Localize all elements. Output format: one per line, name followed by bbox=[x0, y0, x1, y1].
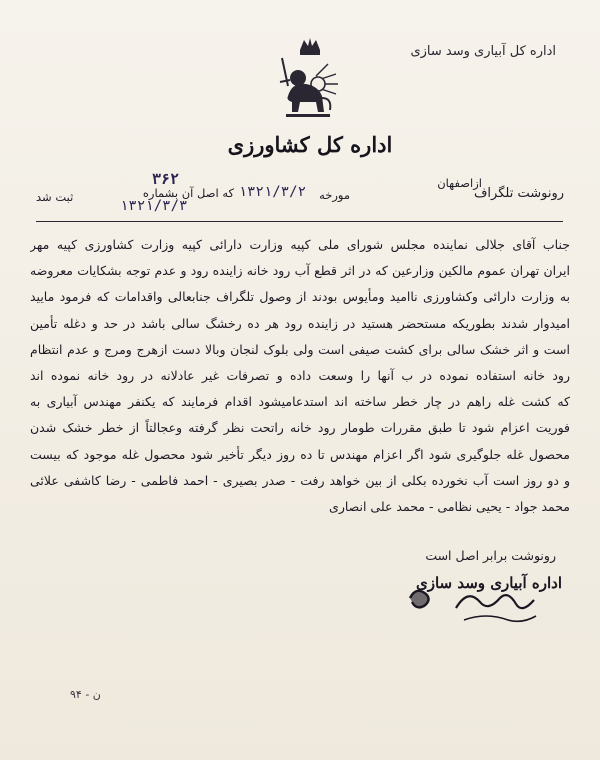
body-line: ایران تهران عموم مالکین وزارعین که در اثر قطع آب رود خانه زاینده رود و عدم توجه بشکایات معروضه bbox=[30, 263, 570, 279]
certified-copy-note: رونوشت برابر اصل است bbox=[425, 548, 556, 563]
body-line: و دو روز است آب نخورده بکلی از بین خواهد رفت - صدر بصیری - احمد فاطمی - رضا کاشفی علائی bbox=[30, 472, 570, 488]
lion-and-sun-emblem-icon bbox=[278, 36, 342, 124]
page-title: اداره کل کشاورزی bbox=[227, 132, 393, 157]
registered-label: ثبت شد bbox=[36, 190, 74, 204]
page-code: ن - ۹۴ bbox=[70, 688, 101, 701]
body-line: جناب آقای جلالی نماینده مجلس شورای ملی کپیه وزارت دارائی کپیه وزارت کشاورزی کپیه مهر bbox=[30, 237, 570, 252]
issuing-office-label: اداره کل آبیاری وسد سازی bbox=[410, 44, 556, 59]
registration-date: ۱۳۲۱/۳/۳ bbox=[120, 198, 188, 214]
sender-office-signature: اداره آبیاری وسد سازی bbox=[415, 574, 562, 592]
received-number: ۳۶۲ bbox=[152, 170, 180, 188]
telegram-date: ۱۳۲۱/۳/۲ bbox=[238, 184, 306, 200]
body-line: به وزارت دارائی وکشاورزی ناامید ومأیوس بودند از وصول تلگراف جنابعالی واقدامات که فرمود مايید bbox=[30, 289, 570, 305]
copy-title: رونوشت تلگراف bbox=[473, 186, 564, 201]
origin-city: ازاصفهان bbox=[437, 176, 482, 190]
signature-block bbox=[396, 568, 566, 628]
dated-label: مورخه bbox=[319, 188, 350, 202]
telegram-body bbox=[30, 232, 570, 520]
body-line: است و اثر خشک سالی برای کشت صیفی است ولی بلوک لنجان وبالا دست ازهرج ومرج و عدم انتظام bbox=[30, 341, 570, 357]
body-line: رود خانه استفاده نموده در ب آنها را وسعت داده و تصرفات غیر عادلانه در رود خانه نموده اند bbox=[30, 367, 570, 383]
body-line-signatories: محمد جواد - یحیی نظامی - محمد علی انصاری bbox=[329, 498, 570, 514]
body-line: که کشت غله راهم در چار خطر ساخته اند استدعامیشود اقدام فرمایند که یکنفر مهندس آبیاری به bbox=[30, 394, 570, 410]
body-line: محصول غله جلوگیری شود اگر اعزام مهندس تا ده روز دیگر تأخیر شود محصول غله موجود که بیست bbox=[30, 446, 570, 462]
body-line: فوریت اعزام شود تا طبق مقررات طومار رود خانه راتحت نظر گرفته وعجالتاً از خطر خشک شدن bbox=[30, 420, 570, 436]
header-divider bbox=[36, 221, 563, 222]
telegram-header bbox=[0, 170, 600, 220]
body-line: امیدوار شدند بطوریکه مستحضر هستید در زاینده رود هر ده رخشگ سالی باشد در حد و دغله تأمین bbox=[30, 315, 570, 331]
original-number-label: که اصل آن بشماره bbox=[142, 186, 234, 200]
